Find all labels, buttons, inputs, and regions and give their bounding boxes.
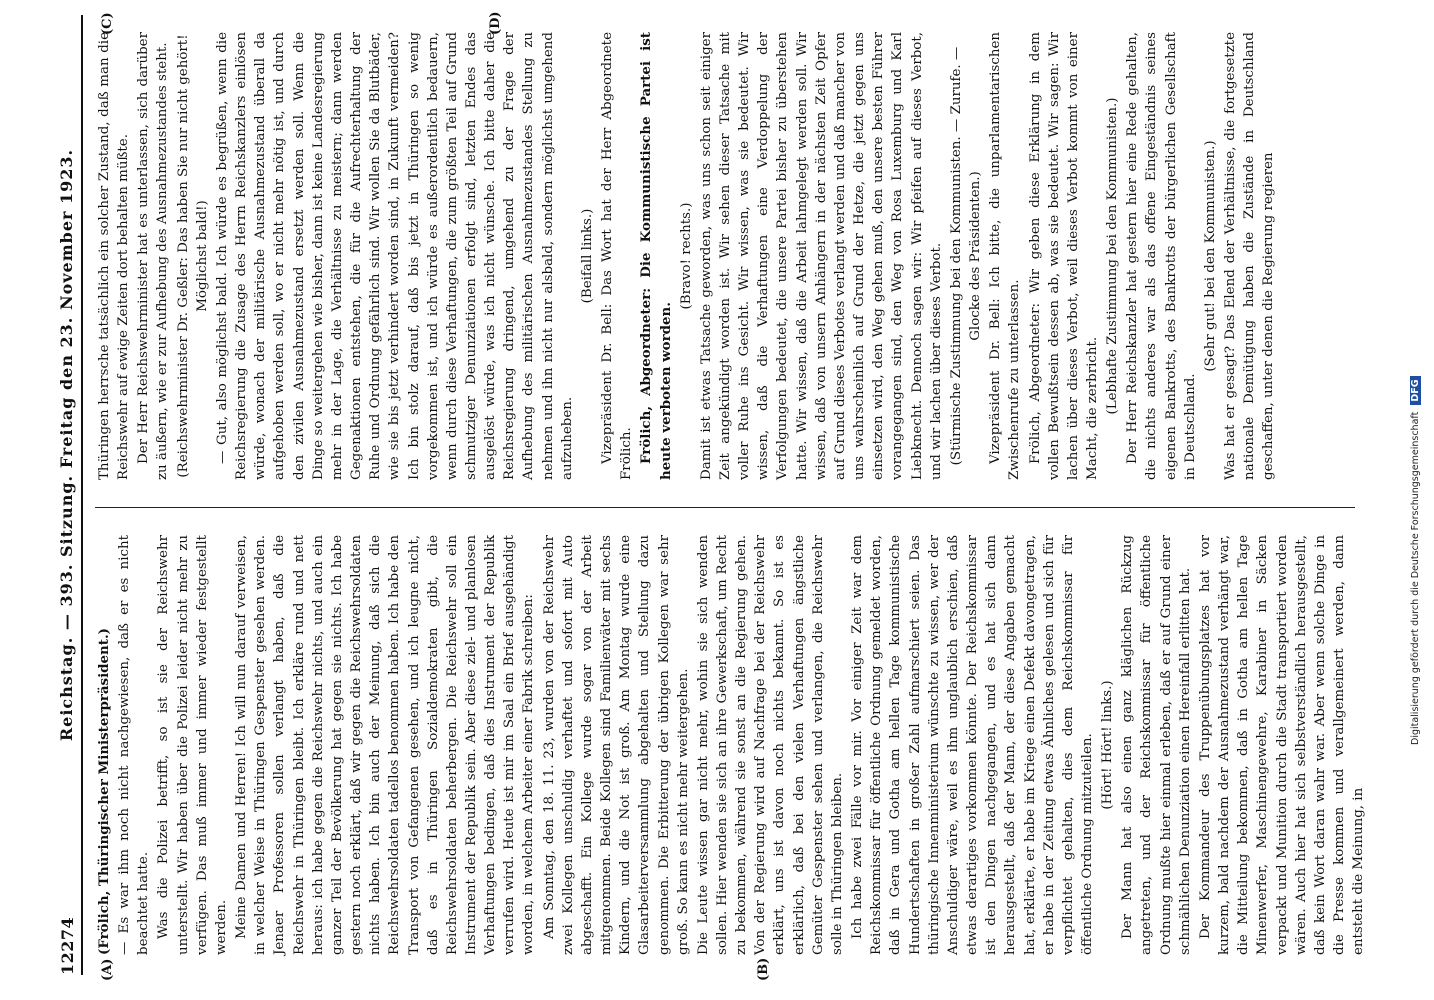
left-column	[95, 535, 1369, 955]
paragraph: Der Mann hat also einen ganz kläglichen Rückzug angetreten, und der Reichskommissar für öffentliche Ordnung mußte hier einmal erleben, daß er auf Grund einer schmählichen Denunziation einen Hereinfall erlitten hat.	[1120, 535, 1193, 955]
speaker-intro: Vizepräsident Dr. Bell: Das Wort hat der Herr Abgeordnete Frölich.	[600, 32, 635, 480]
rotated-page	[55, 11, 1367, 981]
paragraph: — Gut, also möglichst bald. Ich würde es begrüßen, wenn die Reichsregierung die Zusage des Herrn Reichskanzlers einlösen würde, wonach der militärische Ausnahmezustand überall da aufgehoben werden soll, wo er nicht mehr nötig ist, und durch den zivilen Ausnahmezustand ersetzt werden soll. Wenn die Dinge so weitergehen wie bisher, dann ist keine Landesregierung mehr in der Lage, die Verhältnisse zu meistern; dann werden Gegenaktionen entstehen, die für die Aufrechterhaltung der Ruhe und Ordnung gefährlich sind. Wir wollen Sie da Blutbäder, wie sie bis jetzt verhindert worden sind, in Zukunft vermeiden? Ich bin stolz darauf, daß bis jetzt in Thüringen so wenig vorgekommen ist, und ich würde es außerordentlich bedauern, wenn durch diese Verhaftungen, die zum größten Teil auf Grund schmutziger Denunziationen erfolgt sind, letzten Endes das ausgelöst würde, was ich nicht wünsche. Ich bitte daher die Reichsregierung dringend, umgehend zu der Frage der Aufhebung des militärischen Ausnahmezustandes Stellung zu nehmen und ihn nicht nur alsbald, sondern möglichst umgehend aufzuheben.	[214, 32, 575, 480]
paragraph: Der Kommandeur des Truppenübungsplatzes hat vor kurzem, bald nachdem der Ausnahmezustand verhängt war, die Mitteilung bekommen, daß in Gotha am hellen Tage Minenwerfer, Maschinengewehre, Karabiner in Säcken verpackt und Munition durch die Stadt transportiert worden wären. Auch hier hat sich selbstverständlich herausgestellt, daß kein Wort daran wahr war. Aber wenn solche Dinge in die Presse kommen und verallgemeinert werden, dann entsteht die Meinung, in	[1197, 535, 1367, 955]
margin-marker-d: (D)	[488, 11, 503, 35]
document-page	[55, 11, 1367, 981]
paragraph: Meine Damen und Herren! Ich will nun darauf verweisen, in welcher Weise in Thüringen Gespenster gesehen werden. Jenaer Professoren sollen verlangt haben, daß die Reichswehr in Thüringen bleibt. Ich erkläre rund und nett heraus: ich habe gegen die Reichswehr nichts, und auch ein ganzer Teil der Bevölkerung hat gegen sie nichts. Ich habe gestern noch erklärt, daß wir gegen die Reichswehrsoldaten nichts haben. Ich bin auch der Meinung, daß sich die Reichswehrsoldaten tadellos benommen haben. Ich habe den Transport von Gefangenen gesehen, und ich leugne nicht, daß es in Thüringen Sozialdemokraten gibt, die Reichswehrsoldaten beherbergen. Die Reichswehr soll ein Instrument der Republik sein. Aber diese ziel- und planlosen Verhaftungen bedingen, daß dies Instrument der Republik verrufen wird. Heute ist mir im Saal ein Brief ausgehändigt worden, in welchem Arbeiter einer Fabrik schreiben:	[234, 535, 537, 955]
speaker-continuation: (Frölich, Thüringischer Ministerpräsident.)	[96, 628, 112, 955]
paragraph: Was die Polizei betrifft, so ist sie der Reichswehr unterstellt. Wir haben über die Polizei leider nicht mehr zu verfügen. Das muß immer und immer wieder festgestellt werden.	[156, 535, 229, 955]
interjection: (Stürmische Zustimmung bei den Kommunisten. — Zurufe. — Glocke des Präsidenten.)	[948, 46, 984, 466]
paragraph: Der Herr Reichskanzler hat gestern hier eine Rede gehalten, die nichts anderes war als das offene Eingeständnis seines eigenen Bankrotts, des Bankrotts der bürgerlichen Gesellschaft in Deutschland.	[1125, 32, 1198, 480]
dfg-logo: DFG	[1410, 376, 1421, 404]
right-column	[95, 32, 1280, 480]
running-header	[55, 15, 83, 975]
paragraph: Ich habe zwei Fälle vor mir. Vor einiger Zeit war dem Reichskommissar für öffentliche Ordnung gemeldet worden, daß in Gera und Gotha am hellen Tage kommunistische Hundertschaften in großer Zahl aufmarschiert seien. Das thüringische Innenministerium wünschte zu wissen, wer der Anschuldiger wäre, weil es ihm unglaublich erschien, daß etwas derartiges vorkommen könnte. Der Reichskommissar ist den Dingen nachgegangen, und es hat sich dann herausgestellt, daß der Mann, der diese Angaben gemacht hat, erklärte, er habe im Kriege einen Defekt davongetragen, er habe in der Zeitung etwas Ähnliches gelesen und sich für verpflichtet gehalten, dies dem Reichskommissar für öffentliche Ordnung mitzuteilen.	[850, 535, 1095, 955]
speaker-intro: Vizepräsident Dr. Bell: Ich bitte, die unparlamentarischen Zwischenrufe zu unterlassen.	[988, 32, 1023, 480]
margin-marker-c: (C)	[100, 12, 115, 35]
speaker-line: Frölich, Abgeordneter: Die Kommunistische Partei ist heute verboten worden.	[638, 32, 674, 480]
page-number: 12274	[58, 916, 77, 975]
interjection: (Sehr gut! bei den Kommunisten.)	[1202, 140, 1218, 372]
column-divider	[95, 507, 1355, 508]
paragraph: Damit ist etwas Tatsache geworden, was uns schon seit einiger Zeit angekündigt worden ist. Wir sehen dieser Tatsache mit voller Ruhe ins Gesicht. Wir wissen, was sie bedeutet. Wir wissen, daß die Verhaftungen eine Verdoppelung der Verfolgungen bedeutet, die unsere Partei bisher zu überstehen hatte. Wir wissen, daß die Arbeit lahmgelegt werden soll. Wir wissen, daß von unsern Anhängern in der nächsten Zeit Opfer auf Grund dieses Verbotes verlangt werden und daß mancher von uns wahrscheinlich auf Grund der Hetze, die jetzt gegen uns einsetzen wird, den Weg gehen muß, den unsere besten Führer vorangegangen sind, den Weg von Rosa Luxemburg und Karl Liebknecht. Dennoch sagen wir: Wir pfeifen auf dieses Verbot, und wir lachen über dieses Verbot.	[698, 32, 944, 480]
paragraph: Thüringen herrsche tatsächlich ein solcher Zustand, daß man die Reichswehr auf ewige Zeiten dort behalten müßte.	[97, 32, 132, 480]
quoted-letter: Am Sonntag, den 18. 11. 23, wurden von der Reichswehr zwei Kollegen unschuldig verhaftet und sofort mit Auto abgeschafft. Ein Kollege wurde sogar von der Arbeit mitgenommen. Beide Kollegen sind Familienväter mit sechs Kindern, und die Not ist groß. Am Montag wurde eine Glasarbeiterversammlung abgehalten und Stellung dazu genommen. Die Erbitterung der übrigen Kollegen war sehr groß. So kann es nicht mehr weitergehen.	[541, 535, 691, 955]
interjection: (Bravo! rechts.)	[678, 202, 694, 310]
interjection: (Hört! Hört! links.)	[1100, 680, 1116, 810]
paragraph: Der Herr Reichswehrminister hat es unterlassen, sich darüber zu äußern, wie er zur Aufhebung des Ausnahmezustandes steht.	[136, 32, 171, 480]
paragraph: Was hat er gesagt? Das Elend der Verhältnisse, die fortgesetzte nationale Demütigung haben die Zustände in Deutschland geschaffen, unter denen die Regierung regieren	[1223, 32, 1277, 480]
paragraph: Die Leute wissen gar nicht mehr, wohin sie sich wenden sollen. Hier wenden sie sich an ihre Gewerkschaft, um Recht zu bekommen, während sie sonst an die Regierung gehen. Von der Regierung wird auf Nachfrage bei der Reichswehr erklärt, uns ist davon noch nichts bekannt. So ist es erklärlich, daß bei den vielen Verhaftungen ängstliche Gemüter Gespenster sehen und verlangen, die Reichswehr solle in Thüringen bleiben.	[695, 535, 845, 955]
interjection: (Reichswehrminister Dr. Geßler: Das haben Sie nur nicht gehört! Möglichst bald!)	[175, 34, 210, 478]
interjection: (Lebhafte Zustimmung bei den Kommunisten.)	[1105, 97, 1121, 415]
margin-marker-a: (A)	[100, 958, 115, 981]
running-title: Reichstag. — 393. Sitzung. Freitag den 23. November 1923.	[57, 148, 76, 742]
margin-marker-b: (B)	[756, 957, 771, 981]
speaker-line: Frölich, Abgeordneter: Wir geben diese Erklärung in dem vollen Bewußtsein dessen ab, was sie bedeutet. Wir sagen: Wir lachen über dieses Verbot, weil dieses Verbot kommt von einer Macht, die zerbricht.	[1027, 32, 1100, 480]
digitization-note	[1408, 379, 1428, 745]
funding-credit: Digitalisierung gefördert durch die Deutsche Forschungsgemeinschaft	[1410, 411, 1421, 745]
interjection: (Beifall links.)	[579, 208, 595, 304]
paragraph: — Es war ihm noch nicht nachgewiesen, daß er es nicht beachtet hatte.	[117, 535, 152, 955]
